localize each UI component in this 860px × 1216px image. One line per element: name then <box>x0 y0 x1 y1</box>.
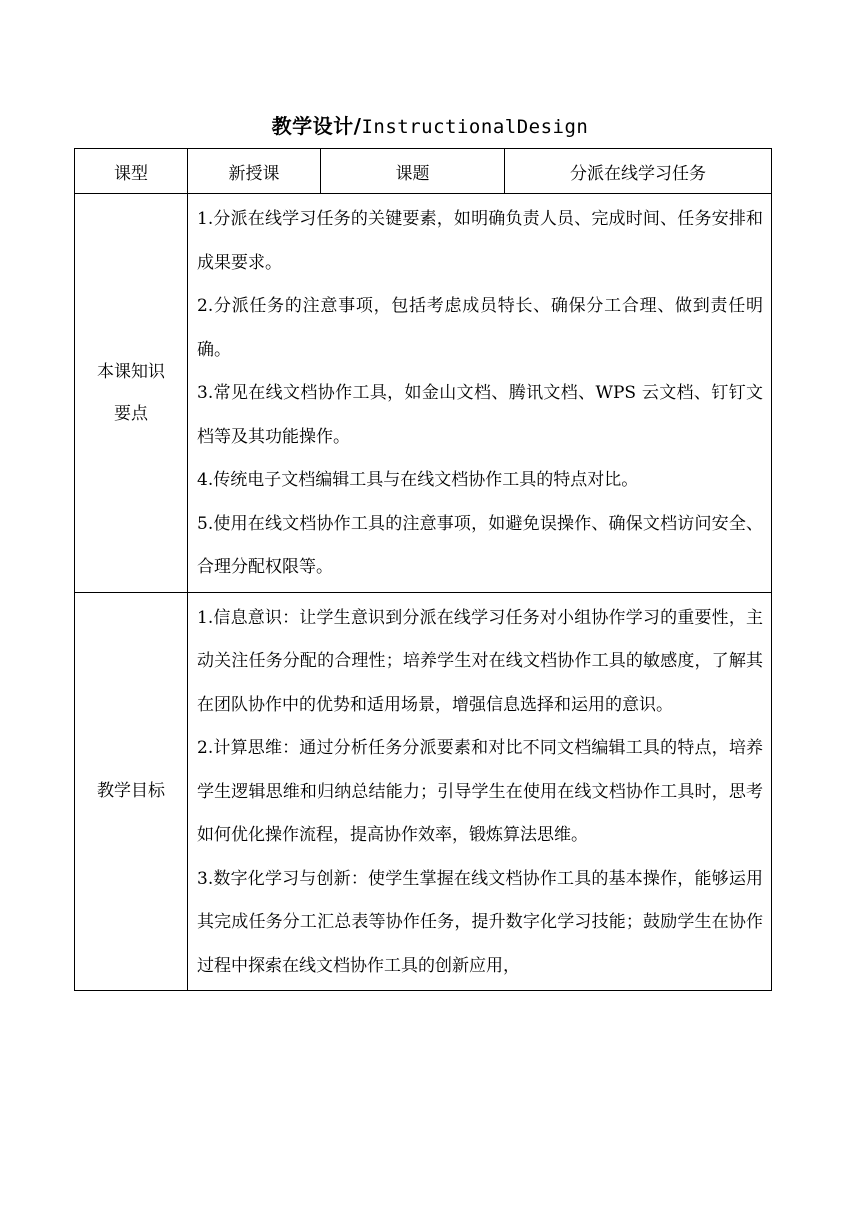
knowledge-label-line1: 本课知识 <box>97 361 165 382</box>
lesson-type-label: 课型 <box>75 149 188 194</box>
instructional-design-table <box>74 148 772 991</box>
header-row <box>75 149 772 194</box>
knowledge-label <box>75 194 188 593</box>
knowledge-item: 3.常见在线文档协作工具，如金山文档、腾讯文档、WPS 云文档、钉钉文档等及其功能操作。 <box>197 383 763 447</box>
objective-item: 1.信息意识：让学生意识到分派在线学习任务对小组协作学习的重要性，主动关注任务分配的合理性；培养学生对在线文档协作工具的敏感度，了解其在团队协作中的优势和适用场景，增强信息选择和运用的意识。 <box>197 607 763 715</box>
knowledge-item: 5.使用在线文档协作工具的注意事项，如避免误操作、确保文档访问安全、合理分配权限等。 <box>197 513 763 577</box>
knowledge-label-line2: 要点 <box>114 403 148 424</box>
objectives-row <box>75 592 772 991</box>
knowledge-item: 2.分派任务的注意事项，包括考虑成员特长、确保分工合理、做到责任明确。 <box>197 296 763 360</box>
topic-value: 分派在线学习任务 <box>505 149 772 194</box>
knowledge-row <box>75 194 772 593</box>
knowledge-item: 1.分派在线学习任务的关键要素，如明确负责人员、完成时间、任务安排和成果要求。 <box>197 209 763 273</box>
title-english: InstructionalDesign <box>361 116 589 138</box>
objectives-content <box>188 592 772 991</box>
lesson-type-value: 新授课 <box>188 149 321 194</box>
page-title <box>0 110 860 139</box>
knowledge-content <box>188 194 772 593</box>
knowledge-item: 4.传统电子文档编辑工具与在线文档协作工具的特点对比。 <box>197 470 639 490</box>
objectives-label: 教学目标 <box>75 592 188 991</box>
objective-item: 3.数字化学习与创新：使学生掌握在线文档协作工具的基本操作，能够运用其完成任务分工汇总表等协作任务，提升数字化学习技能；鼓励学生在协作过程中探索在线文档协作工具的创新应用， <box>197 868 763 976</box>
objective-item: 2.计算思维：通过分析任务分派要素和对比不同文档编辑工具的特点，培养学生逻辑思维和归纳总结能力；引导学生在使用在线文档协作工具时，思考如何优化操作流程，提高协作效率，锻炼算法思维。 <box>197 738 763 845</box>
title-chinese: 教学设计/ <box>271 114 362 138</box>
topic-label: 课题 <box>321 149 505 194</box>
